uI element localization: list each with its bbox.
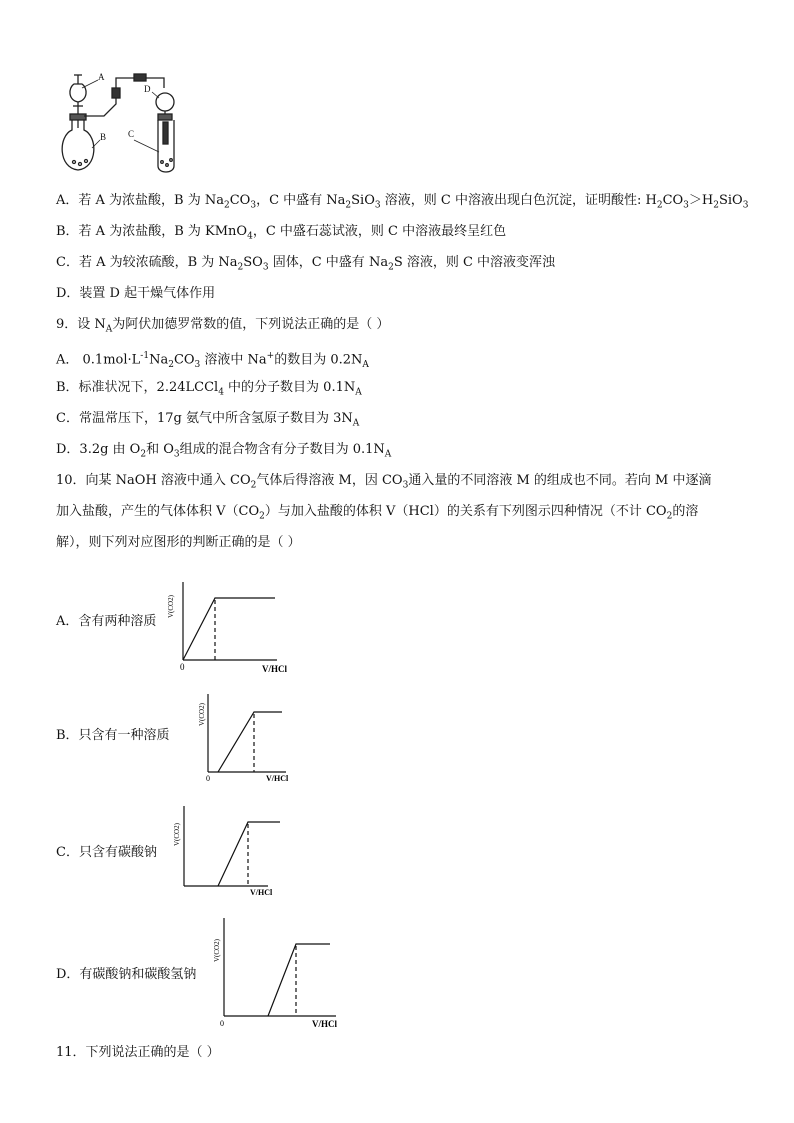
label-D: D [144, 84, 151, 94]
graph-c [172, 802, 292, 898]
graph-d-origin: 0 [220, 1019, 224, 1028]
q10-option-a-label: A．含有两种溶质 [56, 614, 157, 629]
q8-option-b: B．若 A 为浓盐酸，B 为 KMnO$_4$，C 中盛石蕊试液，则 C 中溶液最终呈红色 [56, 224, 507, 242]
graph-d-ylabel: V(CO2) [213, 939, 221, 962]
graph-d [212, 914, 362, 1032]
q11-stem: 11．下列说法正确的是（ ） [56, 1045, 220, 1060]
graph-b-xlabel: V/HCl [266, 774, 289, 783]
q8-option-c: C．若 A 为较浓硫酸，B 为 $Na_2SO_3$ 固体，C 中盛有 $Na_2S$ 溶液，则 C 中溶液变浑浊 [56, 255, 556, 273]
q9-option-b: B．标准状况下，2.24LCCl$_4$ 中的分子数目为 $0.1N_A$ [56, 380, 362, 398]
q10-option-c-label: C．只含有碳酸钠 [56, 845, 157, 860]
q10-stem-line2: 加入盐酸，产生的气体体积 $V(CO_2)$与加入盐酸的体积 V（HCl）的关系有下列图示四种情况（不计 $CO_2$的溶 [56, 504, 699, 522]
q10-stem-line1: 10．向某 NaOH 溶液中通入 $CO_2$气体后得溶液 M，因 $CO_3$通入量的不同溶液 M 的组成也不同。若向 M 中逐滴 [56, 473, 712, 491]
apparatus-diagram [54, 70, 204, 178]
q9-option-d: D．3.2g 由 $O_2$和 $O_3$组成的混合物含有分子数目为 $0.1N_A$ [56, 442, 392, 460]
q10-option-b-label: B．只含有一种溶质 [56, 728, 170, 743]
q10-stem-line3: 解），则下列对应图形的判断正确的是（ ） [56, 535, 301, 550]
q10-option-d-label: D．有碳酸钠和碳酸氢钠 [56, 967, 197, 982]
graph-b [196, 690, 306, 784]
q8-option-a: A．若 A 为浓盐酸，B 为 $Na_2CO_3$，C 中盛有 $Na_2SiO_3$ 溶液，则 C 中溶液出现白色沉淀，证明酸性: $H_2CO_3>H_2SiO_3$ [56, 193, 749, 211]
graph-c-xlabel: V/HCl [250, 888, 273, 897]
label-B: B [100, 132, 107, 142]
q9-option-a: A． $0.1mol\cdot L^{-1}Na_2CO_3$ 溶液中 Na+的数目为 $0.2N_A$ [56, 351, 369, 370]
q9-option-c: C．常温常压下，17g 氨气中所含氢原子数目为 $3N_A$ [56, 411, 360, 429]
label-C: C [128, 129, 135, 139]
q8-option-d: D．装置 D 起干燥气体作用 [56, 286, 216, 301]
graph-a-xlabel: V/HCl [262, 664, 288, 674]
graph-b-ylabel: V(CO2) [198, 703, 206, 726]
graph-a [165, 576, 300, 676]
q9-stem: 9．设 $N_A$为阿伏加德罗常数的值，下列说法正确的是（ ） [56, 317, 390, 335]
graph-d-xlabel: V/HCl [312, 1019, 338, 1029]
label-A: A [98, 72, 105, 82]
graph-a-ylabel: V(CO2) [167, 595, 175, 618]
graph-c-ylabel: V(CO2) [173, 823, 181, 846]
graph-b-origin: 0 [206, 774, 210, 783]
graph-a-origin: 0 [180, 662, 185, 672]
